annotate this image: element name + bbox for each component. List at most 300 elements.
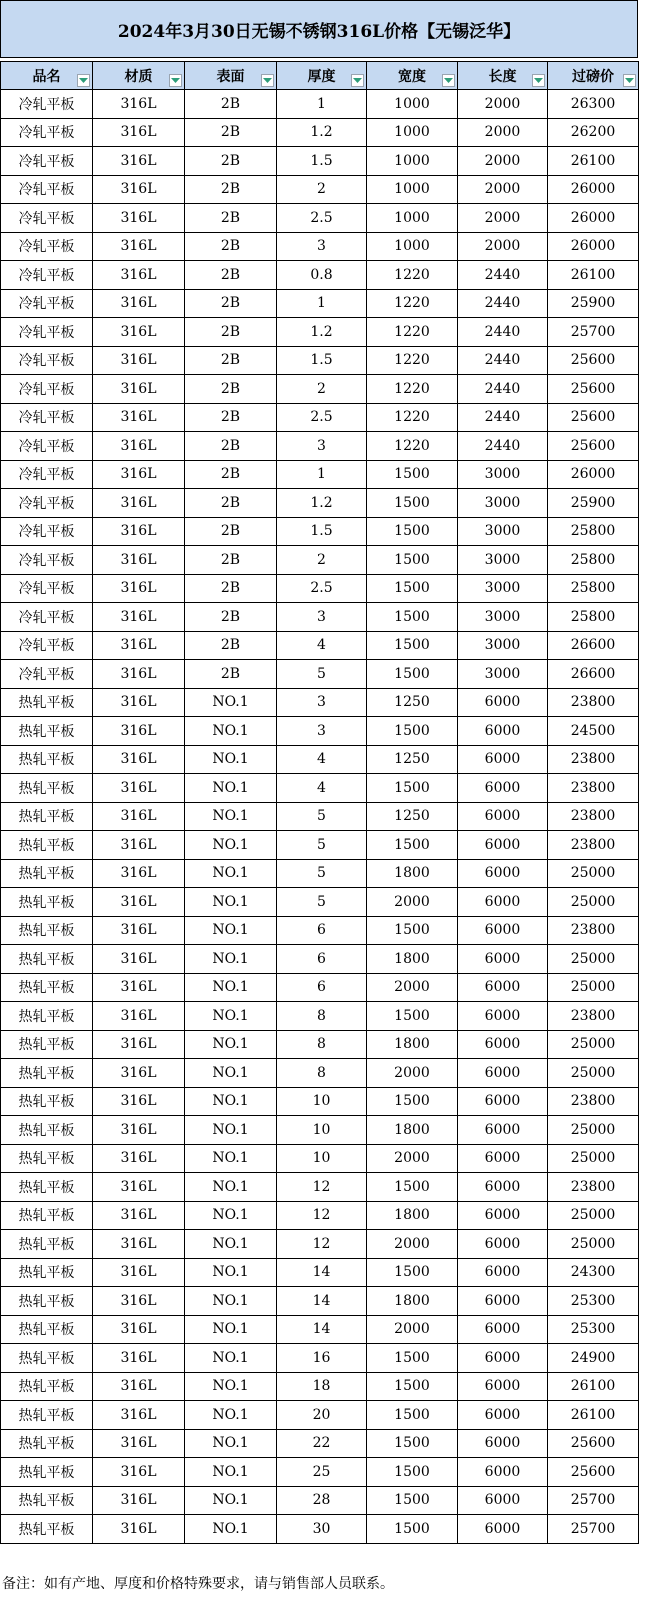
- cell-length[interactable]: 6000: [458, 1515, 548, 1544]
- cell-price[interactable]: 26600: [548, 631, 639, 660]
- cell-price[interactable]: 25800: [548, 517, 639, 546]
- cell-width[interactable]: 1500: [367, 1458, 458, 1487]
- cell-product-name[interactable]: 冷轧平板: [1, 289, 93, 318]
- cell-width[interactable]: 1250: [367, 688, 458, 717]
- cell-width[interactable]: 1500: [367, 1002, 458, 1031]
- cell-material[interactable]: 316L: [93, 1258, 185, 1287]
- cell-material[interactable]: 316L: [93, 631, 185, 660]
- cell-length[interactable]: 2440: [458, 375, 548, 404]
- cell-price[interactable]: 25000: [548, 1144, 639, 1173]
- cell-width[interactable]: 1500: [367, 1173, 458, 1202]
- cell-width[interactable]: 1000: [367, 147, 458, 176]
- cell-price[interactable]: 25600: [548, 375, 639, 404]
- cell-product-name[interactable]: 热轧平板: [1, 1315, 93, 1344]
- cell-material[interactable]: 316L: [93, 204, 185, 233]
- cell-material[interactable]: 316L: [93, 318, 185, 347]
- cell-thickness[interactable]: 25: [277, 1458, 367, 1487]
- cell-thickness[interactable]: 20: [277, 1401, 367, 1430]
- cell-thickness[interactable]: 22: [277, 1429, 367, 1458]
- cell-surface[interactable]: 2B: [185, 432, 277, 461]
- cell-product-name[interactable]: 冷轧平板: [1, 318, 93, 347]
- column-header-price[interactable]: [548, 62, 639, 90]
- cell-material[interactable]: 316L: [93, 1230, 185, 1259]
- cell-thickness[interactable]: 4: [277, 631, 367, 660]
- cell-surface[interactable]: NO.1: [185, 1429, 277, 1458]
- cell-material[interactable]: 316L: [93, 859, 185, 888]
- cell-price[interactable]: 25000: [548, 859, 639, 888]
- cell-surface[interactable]: 2B: [185, 175, 277, 204]
- cell-material[interactable]: 316L: [93, 774, 185, 803]
- cell-length[interactable]: 2440: [458, 403, 548, 432]
- filter-dropdown-icon[interactable]: [169, 74, 182, 87]
- cell-product-name[interactable]: 冷轧平板: [1, 403, 93, 432]
- cell-thickness[interactable]: 4: [277, 745, 367, 774]
- filter-dropdown-icon[interactable]: [77, 74, 90, 87]
- cell-price[interactable]: 25700: [548, 1486, 639, 1515]
- cell-length[interactable]: 2000: [458, 90, 548, 119]
- cell-price[interactable]: 26000: [548, 175, 639, 204]
- cell-material[interactable]: 316L: [93, 147, 185, 176]
- cell-length[interactable]: 6000: [458, 888, 548, 917]
- cell-width[interactable]: 1500: [367, 603, 458, 632]
- cell-surface[interactable]: 2B: [185, 574, 277, 603]
- cell-width[interactable]: 1500: [367, 1515, 458, 1544]
- cell-thickness[interactable]: 3: [277, 232, 367, 261]
- cell-thickness[interactable]: 3: [277, 603, 367, 632]
- cell-thickness[interactable]: 6: [277, 945, 367, 974]
- cell-price[interactable]: 23800: [548, 1173, 639, 1202]
- cell-price[interactable]: 25000: [548, 1230, 639, 1259]
- cell-length[interactable]: 6000: [458, 831, 548, 860]
- cell-product-name[interactable]: 热轧平板: [1, 1372, 93, 1401]
- cell-thickness[interactable]: 1.5: [277, 346, 367, 375]
- cell-length[interactable]: 3000: [458, 603, 548, 632]
- cell-price[interactable]: 23800: [548, 1087, 639, 1116]
- cell-thickness[interactable]: 5: [277, 831, 367, 860]
- cell-product-name[interactable]: 热轧平板: [1, 1173, 93, 1202]
- cell-length[interactable]: 6000: [458, 1059, 548, 1088]
- cell-surface[interactable]: 2B: [185, 375, 277, 404]
- cell-width[interactable]: 1500: [367, 660, 458, 689]
- cell-price[interactable]: 23800: [548, 688, 639, 717]
- cell-width[interactable]: 1800: [367, 1201, 458, 1230]
- cell-length[interactable]: 6000: [458, 973, 548, 1002]
- cell-material[interactable]: 316L: [93, 660, 185, 689]
- cell-surface[interactable]: NO.1: [185, 1287, 277, 1316]
- cell-price[interactable]: 25700: [548, 1515, 639, 1544]
- cell-surface[interactable]: NO.1: [185, 745, 277, 774]
- cell-width[interactable]: 1220: [367, 318, 458, 347]
- cell-surface[interactable]: 2B: [185, 546, 277, 575]
- cell-width[interactable]: 1000: [367, 232, 458, 261]
- cell-thickness[interactable]: 5: [277, 859, 367, 888]
- cell-price[interactable]: 25000: [548, 945, 639, 974]
- cell-length[interactable]: 3000: [458, 460, 548, 489]
- cell-product-name[interactable]: 热轧平板: [1, 945, 93, 974]
- cell-length[interactable]: 2000: [458, 175, 548, 204]
- cell-material[interactable]: 316L: [93, 1087, 185, 1116]
- cell-product-name[interactable]: 热轧平板: [1, 1230, 93, 1259]
- cell-product-name[interactable]: 热轧平板: [1, 1458, 93, 1487]
- cell-width[interactable]: 1500: [367, 489, 458, 518]
- cell-product-name[interactable]: 冷轧平板: [1, 603, 93, 632]
- cell-width[interactable]: 1500: [367, 1258, 458, 1287]
- cell-material[interactable]: 316L: [93, 118, 185, 147]
- cell-length[interactable]: 6000: [458, 1230, 548, 1259]
- cell-length[interactable]: 6000: [458, 1372, 548, 1401]
- cell-width[interactable]: 1500: [367, 460, 458, 489]
- cell-material[interactable]: 316L: [93, 1201, 185, 1230]
- cell-surface[interactable]: NO.1: [185, 1201, 277, 1230]
- cell-material[interactable]: 316L: [93, 460, 185, 489]
- cell-thickness[interactable]: 2: [277, 375, 367, 404]
- cell-price[interactable]: 26000: [548, 460, 639, 489]
- cell-length[interactable]: 2000: [458, 204, 548, 233]
- cell-material[interactable]: 316L: [93, 1030, 185, 1059]
- cell-surface[interactable]: 2B: [185, 118, 277, 147]
- filter-dropdown-icon[interactable]: [623, 74, 636, 87]
- cell-length[interactable]: 6000: [458, 688, 548, 717]
- cell-width[interactable]: 1500: [367, 1372, 458, 1401]
- cell-surface[interactable]: 2B: [185, 289, 277, 318]
- cell-width[interactable]: 2000: [367, 1230, 458, 1259]
- cell-material[interactable]: 316L: [93, 1144, 185, 1173]
- cell-material[interactable]: 316L: [93, 175, 185, 204]
- cell-product-name[interactable]: 冷轧平板: [1, 232, 93, 261]
- cell-material[interactable]: 316L: [93, 403, 185, 432]
- cell-thickness[interactable]: 10: [277, 1144, 367, 1173]
- cell-width[interactable]: 1220: [367, 261, 458, 290]
- cell-material[interactable]: 316L: [93, 1173, 185, 1202]
- cell-price[interactable]: 26100: [548, 147, 639, 176]
- cell-price[interactable]: 26100: [548, 261, 639, 290]
- cell-thickness[interactable]: 8: [277, 1059, 367, 1088]
- cell-surface[interactable]: NO.1: [185, 945, 277, 974]
- cell-surface[interactable]: 2B: [185, 403, 277, 432]
- cell-length[interactable]: 2440: [458, 346, 548, 375]
- cell-material[interactable]: 316L: [93, 717, 185, 746]
- cell-thickness[interactable]: 5: [277, 660, 367, 689]
- cell-material[interactable]: 316L: [93, 1401, 185, 1430]
- cell-product-name[interactable]: 热轧平板: [1, 1144, 93, 1173]
- cell-length[interactable]: 3000: [458, 631, 548, 660]
- cell-material[interactable]: 316L: [93, 1116, 185, 1145]
- cell-length[interactable]: 6000: [458, 859, 548, 888]
- cell-surface[interactable]: NO.1: [185, 1144, 277, 1173]
- cell-material[interactable]: 316L: [93, 603, 185, 632]
- cell-price[interactable]: 25600: [548, 403, 639, 432]
- cell-width[interactable]: 1000: [367, 204, 458, 233]
- cell-product-name[interactable]: 热轧平板: [1, 1429, 93, 1458]
- cell-width[interactable]: 1500: [367, 1429, 458, 1458]
- cell-surface[interactable]: NO.1: [185, 1486, 277, 1515]
- cell-surface[interactable]: 2B: [185, 489, 277, 518]
- column-header-thickness[interactable]: [277, 62, 367, 90]
- cell-length[interactable]: 3000: [458, 546, 548, 575]
- cell-material[interactable]: 316L: [93, 745, 185, 774]
- cell-price[interactable]: 25000: [548, 1059, 639, 1088]
- cell-price[interactable]: 23800: [548, 916, 639, 945]
- cell-thickness[interactable]: 10: [277, 1087, 367, 1116]
- cell-width[interactable]: 1500: [367, 1401, 458, 1430]
- cell-material[interactable]: 316L: [93, 831, 185, 860]
- cell-product-name[interactable]: 热轧平板: [1, 973, 93, 1002]
- cell-surface[interactable]: NO.1: [185, 1059, 277, 1088]
- cell-width[interactable]: 1500: [367, 546, 458, 575]
- cell-product-name[interactable]: 热轧平板: [1, 1002, 93, 1031]
- cell-thickness[interactable]: 14: [277, 1315, 367, 1344]
- cell-surface[interactable]: 2B: [185, 318, 277, 347]
- cell-product-name[interactable]: 热轧平板: [1, 717, 93, 746]
- cell-thickness[interactable]: 5: [277, 802, 367, 831]
- cell-thickness[interactable]: 8: [277, 1030, 367, 1059]
- cell-material[interactable]: 316L: [93, 1486, 185, 1515]
- cell-thickness[interactable]: 2.5: [277, 574, 367, 603]
- cell-surface[interactable]: NO.1: [185, 831, 277, 860]
- cell-width[interactable]: 1500: [367, 517, 458, 546]
- cell-thickness[interactable]: 30: [277, 1515, 367, 1544]
- cell-width[interactable]: 1800: [367, 1287, 458, 1316]
- cell-material[interactable]: 316L: [93, 1344, 185, 1373]
- cell-surface[interactable]: NO.1: [185, 717, 277, 746]
- cell-material[interactable]: 316L: [93, 888, 185, 917]
- cell-width[interactable]: 1000: [367, 175, 458, 204]
- cell-length[interactable]: 6000: [458, 1401, 548, 1430]
- cell-length[interactable]: 6000: [458, 1201, 548, 1230]
- cell-length[interactable]: 6000: [458, 1458, 548, 1487]
- cell-product-name[interactable]: 冷轧平板: [1, 432, 93, 461]
- cell-width[interactable]: 2000: [367, 888, 458, 917]
- cell-thickness[interactable]: 14: [277, 1287, 367, 1316]
- cell-product-name[interactable]: 冷轧平板: [1, 147, 93, 176]
- cell-thickness[interactable]: 1.2: [277, 489, 367, 518]
- cell-width[interactable]: 1800: [367, 1030, 458, 1059]
- cell-surface[interactable]: NO.1: [185, 774, 277, 803]
- cell-product-name[interactable]: 热轧平板: [1, 831, 93, 860]
- cell-product-name[interactable]: 热轧平板: [1, 745, 93, 774]
- cell-width[interactable]: 1500: [367, 1344, 458, 1373]
- cell-product-name[interactable]: 热轧平板: [1, 1515, 93, 1544]
- cell-length[interactable]: 6000: [458, 1258, 548, 1287]
- cell-thickness[interactable]: 3: [277, 432, 367, 461]
- cell-surface[interactable]: NO.1: [185, 1401, 277, 1430]
- cell-product-name[interactable]: 冷轧平板: [1, 175, 93, 204]
- cell-price[interactable]: 26600: [548, 660, 639, 689]
- cell-material[interactable]: 316L: [93, 802, 185, 831]
- cell-width[interactable]: 1800: [367, 1116, 458, 1145]
- cell-length[interactable]: 6000: [458, 1287, 548, 1316]
- cell-price[interactable]: 25800: [548, 603, 639, 632]
- cell-product-name[interactable]: 热轧平板: [1, 1116, 93, 1145]
- cell-thickness[interactable]: 1: [277, 289, 367, 318]
- cell-width[interactable]: 2000: [367, 973, 458, 1002]
- cell-material[interactable]: 316L: [93, 1372, 185, 1401]
- cell-thickness[interactable]: 10: [277, 1116, 367, 1145]
- cell-price[interactable]: 25000: [548, 1201, 639, 1230]
- cell-product-name[interactable]: 冷轧平板: [1, 375, 93, 404]
- cell-price[interactable]: 25600: [548, 432, 639, 461]
- cell-product-name[interactable]: 热轧平板: [1, 859, 93, 888]
- cell-width[interactable]: 1500: [367, 1087, 458, 1116]
- cell-surface[interactable]: NO.1: [185, 1230, 277, 1259]
- cell-width[interactable]: 1220: [367, 432, 458, 461]
- cell-thickness[interactable]: 16: [277, 1344, 367, 1373]
- cell-surface[interactable]: NO.1: [185, 688, 277, 717]
- cell-width[interactable]: 1220: [367, 403, 458, 432]
- cell-surface[interactable]: NO.1: [185, 1173, 277, 1202]
- cell-material[interactable]: 316L: [93, 1429, 185, 1458]
- cell-width[interactable]: 1500: [367, 916, 458, 945]
- cell-length[interactable]: 6000: [458, 945, 548, 974]
- cell-product-name[interactable]: 热轧平板: [1, 1401, 93, 1430]
- cell-material[interactable]: 316L: [93, 1315, 185, 1344]
- cell-length[interactable]: 6000: [458, 1173, 548, 1202]
- cell-product-name[interactable]: 热轧平板: [1, 1258, 93, 1287]
- cell-length[interactable]: 6000: [458, 1144, 548, 1173]
- cell-product-name[interactable]: 热轧平板: [1, 1486, 93, 1515]
- cell-width[interactable]: 2000: [367, 1144, 458, 1173]
- cell-surface[interactable]: 2B: [185, 517, 277, 546]
- cell-thickness[interactable]: 1.2: [277, 318, 367, 347]
- cell-price[interactable]: 25000: [548, 1116, 639, 1145]
- cell-length[interactable]: 6000: [458, 774, 548, 803]
- cell-surface[interactable]: NO.1: [185, 1372, 277, 1401]
- cell-material[interactable]: 316L: [93, 688, 185, 717]
- cell-surface[interactable]: 2B: [185, 603, 277, 632]
- cell-price[interactable]: 23800: [548, 774, 639, 803]
- column-header-width[interactable]: [367, 62, 458, 90]
- cell-length[interactable]: 3000: [458, 574, 548, 603]
- cell-product-name[interactable]: 冷轧平板: [1, 631, 93, 660]
- cell-material[interactable]: 316L: [93, 1515, 185, 1544]
- cell-price[interactable]: 26300: [548, 90, 639, 119]
- cell-product-name[interactable]: 冷轧平板: [1, 660, 93, 689]
- column-header-product-name[interactable]: [1, 62, 93, 90]
- cell-length[interactable]: 6000: [458, 1087, 548, 1116]
- cell-material[interactable]: 316L: [93, 346, 185, 375]
- cell-surface[interactable]: NO.1: [185, 1315, 277, 1344]
- cell-surface[interactable]: 2B: [185, 261, 277, 290]
- cell-thickness[interactable]: 1.5: [277, 147, 367, 176]
- cell-material[interactable]: 316L: [93, 945, 185, 974]
- cell-length[interactable]: 2440: [458, 432, 548, 461]
- cell-product-name[interactable]: 冷轧平板: [1, 574, 93, 603]
- cell-thickness[interactable]: 12: [277, 1173, 367, 1202]
- cell-length[interactable]: 6000: [458, 916, 548, 945]
- cell-material[interactable]: 316L: [93, 973, 185, 1002]
- cell-thickness[interactable]: 6: [277, 916, 367, 945]
- cell-length[interactable]: 3000: [458, 489, 548, 518]
- cell-material[interactable]: 316L: [93, 1059, 185, 1088]
- cell-product-name[interactable]: 冷轧平板: [1, 460, 93, 489]
- cell-width[interactable]: 1250: [367, 745, 458, 774]
- cell-thickness[interactable]: 18: [277, 1372, 367, 1401]
- cell-price[interactable]: 25000: [548, 1030, 639, 1059]
- cell-product-name[interactable]: 热轧平板: [1, 688, 93, 717]
- cell-material[interactable]: 316L: [93, 546, 185, 575]
- cell-price[interactable]: 25000: [548, 888, 639, 917]
- cell-material[interactable]: 316L: [93, 1458, 185, 1487]
- cell-width[interactable]: 1220: [367, 375, 458, 404]
- cell-product-name[interactable]: 热轧平板: [1, 1030, 93, 1059]
- cell-surface[interactable]: NO.1: [185, 888, 277, 917]
- cell-surface[interactable]: NO.1: [185, 973, 277, 1002]
- cell-price[interactable]: 26100: [548, 1372, 639, 1401]
- cell-width[interactable]: 1000: [367, 90, 458, 119]
- cell-product-name[interactable]: 冷轧平板: [1, 118, 93, 147]
- cell-length[interactable]: 2000: [458, 147, 548, 176]
- cell-surface[interactable]: NO.1: [185, 1344, 277, 1373]
- cell-surface[interactable]: NO.1: [185, 1515, 277, 1544]
- cell-material[interactable]: 316L: [93, 1002, 185, 1031]
- cell-thickness[interactable]: 28: [277, 1486, 367, 1515]
- cell-thickness[interactable]: 1: [277, 460, 367, 489]
- cell-thickness[interactable]: 0.8: [277, 261, 367, 290]
- cell-price[interactable]: 23800: [548, 802, 639, 831]
- cell-product-name[interactable]: 热轧平板: [1, 774, 93, 803]
- cell-surface[interactable]: NO.1: [185, 1116, 277, 1145]
- cell-thickness[interactable]: 4: [277, 774, 367, 803]
- cell-length[interactable]: 3000: [458, 517, 548, 546]
- cell-width[interactable]: 1500: [367, 717, 458, 746]
- cell-width[interactable]: 1220: [367, 346, 458, 375]
- cell-product-name[interactable]: 冷轧平板: [1, 517, 93, 546]
- cell-surface[interactable]: NO.1: [185, 1030, 277, 1059]
- cell-thickness[interactable]: 1.5: [277, 517, 367, 546]
- cell-material[interactable]: 316L: [93, 261, 185, 290]
- column-header-surface[interactable]: [185, 62, 277, 90]
- cell-thickness[interactable]: 2.5: [277, 204, 367, 233]
- cell-length[interactable]: 6000: [458, 1315, 548, 1344]
- cell-price[interactable]: 25600: [548, 346, 639, 375]
- cell-thickness[interactable]: 3: [277, 688, 367, 717]
- cell-price[interactable]: 23800: [548, 1002, 639, 1031]
- filter-dropdown-icon[interactable]: [351, 74, 364, 87]
- cell-price[interactable]: 25300: [548, 1315, 639, 1344]
- cell-thickness[interactable]: 2: [277, 175, 367, 204]
- cell-length[interactable]: 2000: [458, 232, 548, 261]
- cell-surface[interactable]: NO.1: [185, 859, 277, 888]
- cell-width[interactable]: 1800: [367, 859, 458, 888]
- cell-surface[interactable]: 2B: [185, 660, 277, 689]
- cell-price[interactable]: 23800: [548, 745, 639, 774]
- cell-material[interactable]: 316L: [93, 489, 185, 518]
- cell-price[interactable]: 25900: [548, 289, 639, 318]
- cell-length[interactable]: 6000: [458, 1429, 548, 1458]
- cell-length[interactable]: 2440: [458, 261, 548, 290]
- cell-product-name[interactable]: 冷轧平板: [1, 261, 93, 290]
- cell-thickness[interactable]: 6: [277, 973, 367, 1002]
- cell-width[interactable]: 2000: [367, 1059, 458, 1088]
- cell-surface[interactable]: NO.1: [185, 1002, 277, 1031]
- cell-thickness[interactable]: 12: [277, 1201, 367, 1230]
- cell-width[interactable]: 1800: [367, 945, 458, 974]
- cell-material[interactable]: 316L: [93, 916, 185, 945]
- cell-width[interactable]: 1500: [367, 574, 458, 603]
- cell-width[interactable]: 1220: [367, 289, 458, 318]
- cell-price[interactable]: 25600: [548, 1429, 639, 1458]
- cell-surface[interactable]: 2B: [185, 147, 277, 176]
- cell-product-name[interactable]: 热轧平板: [1, 916, 93, 945]
- cell-price[interactable]: 26100: [548, 1401, 639, 1430]
- cell-thickness[interactable]: 8: [277, 1002, 367, 1031]
- cell-width[interactable]: 1000: [367, 118, 458, 147]
- cell-length[interactable]: 6000: [458, 1116, 548, 1145]
- cell-surface[interactable]: NO.1: [185, 1258, 277, 1287]
- cell-price[interactable]: 26000: [548, 232, 639, 261]
- cell-width[interactable]: 1500: [367, 1486, 458, 1515]
- cell-thickness[interactable]: 12: [277, 1230, 367, 1259]
